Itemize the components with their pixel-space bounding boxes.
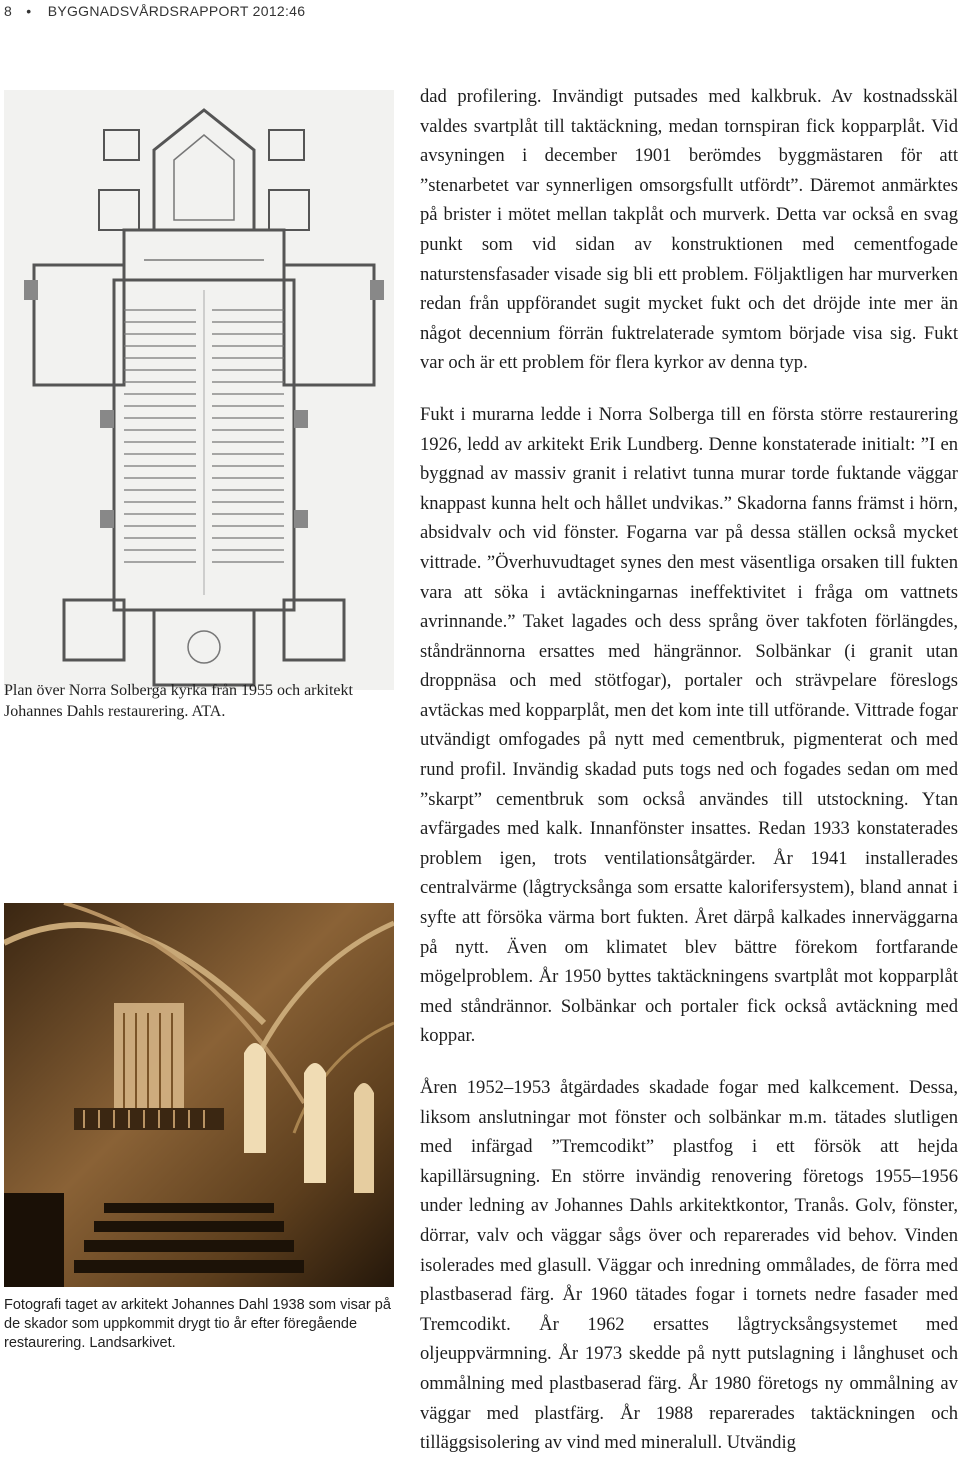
interior-photo-drawing	[4, 903, 394, 1287]
body-text-column	[420, 82, 958, 1458]
church-interior-photo	[4, 903, 394, 1287]
body-paragraph-1: dad profilering. Invändigt putsades med kalkbruk. Av kostnadsskäl valdes svartplåt till taktäckning, medan tornspiran fick kopparplåt. Vid avsyningen i december 1901 berömdes byggmästaren för att ”stenarbetet var synnerligen omsorgsfullt utfördt”. Däremot anmärktes på brister i mötet mellan takplåt och murverk. Detta var också en svag punkt som vid sidan av konstruktionen med cementfogade naturstensfasader visade sig bli ett problem. Följaktligen har murverken redan från uppförandet sugit mycket fukt och det dröjde inte mer än något decennium förrän fuktrelaterade symtom började visa sig. Fukt var och är ett problem för flera kyrkor av denna typ.	[420, 86, 958, 374]
publication-title: BYGGNADSVÅRDSRAPPORT 2012:46	[47, 3, 306, 19]
floor-plan-drawing	[4, 90, 394, 690]
running-head	[4, 3, 305, 23]
floor-plan-caption: Plan över Norra Solberga kyrka från 1955 och arkitekt Johannes Dahls restaurering. ATA.	[4, 682, 353, 720]
separator-bullet: •	[26, 3, 32, 19]
page-number: 8	[4, 3, 13, 19]
body-paragraph-2: Fukt i murarna ledde i Norra Solberga till en första större restaurering 1926, ledd av arkitekt Erik Lundberg. Denne konstaterade initialt: ”I en byggnad av massiv granit i relativt tunna murar torde fuktande väggar knappast kunna helt och hållet undvikas.” Skadorna fanns främst i hörn, absidvalv och vid fönster. Fogarna var på dessa ställen också mycket vittrade. ”Överhuvudtaget synes den mest väsentliga orsaken till fukten vara att söka i avtäckningarnas ineffektivitet i fråga om vattnets avrinnande.” Taket lagades och dess språng över takfoten förlängdes, ståndrännorna ersattes med hängrännor. Solbänkar (i granit utan droppnäsa och med stötfogar), portaler och strävpelare föreslogs avtäckas med kopparplåt, men det kom inte till utförande. Vittrade fogar utvändigt omfogades på nytt med cementbruk, pigmenterat och med rund profil. Invändig skadad puts togs ned och fogades sedan om med ”skarpt” cementbruk som också användes till utstockning. Ytan avfärgades med kalk. Innanfönster insattes. Redan 1933 konstaterades problem igen, trots ventilationsåtgärder. År 1941 installerades centralvärme (lågtrycksånga som ersatte kalorifersystem), bland annat i syfte att försöka värma bort fukten. Året därpå kalkades innerväggarna på nytt. Även om klimatet blev bättre förekom fortfarande mögelproblem. År 1950 byttes taktäckningens svartplåt mot kopparplåt med ståndrännor. Solbänkar och portaler fick också avtäckning med koppar.	[420, 403, 958, 1047]
church-floor-plan-image	[4, 90, 394, 690]
interior-photo-caption: Fotografi taget av arkitekt Johannes Dahl 1938 som visar på de skador som uppkommit drygt tio år efter föregående restaurering. Landsarkivet.	[4, 1297, 391, 1351]
body-paragraph-3: Åren 1952–1953 åtgärdades skadade fogar med kalkcement. Dessa, liksom anslutningar mot fönster och solbänkar m.m. tätades slutligen med infärgad ”Tremcodikt” plastfog i ett försök att hejda kapillärsugning. En större invändig renovering företogs 1955–1956 under ledning av Johannes Dahls arkitektkontor, Tranås. Golv, fönster, dörrar, valv och väggar sågs över och reparerades vid behov. Vinden isolerades med glasull. Väggar och inredning ommålades, de förra med plastbaserad färg. År 1960 tätades fogar i tornets nedre fasader med Tremcodikt. År 1962 ersattes lågtrycksångsystemet med oljeuppvärmning. År 1973 skedde på nytt putslagning i långhuset och ommålning med plastbaserad färg. År 1980 företogs ny ommålning av väggar med plastfärg. År 1988 reparerades taktäckningen och tilläggsisolering av vind med mineralull. Utvändig	[420, 1077, 958, 1454]
